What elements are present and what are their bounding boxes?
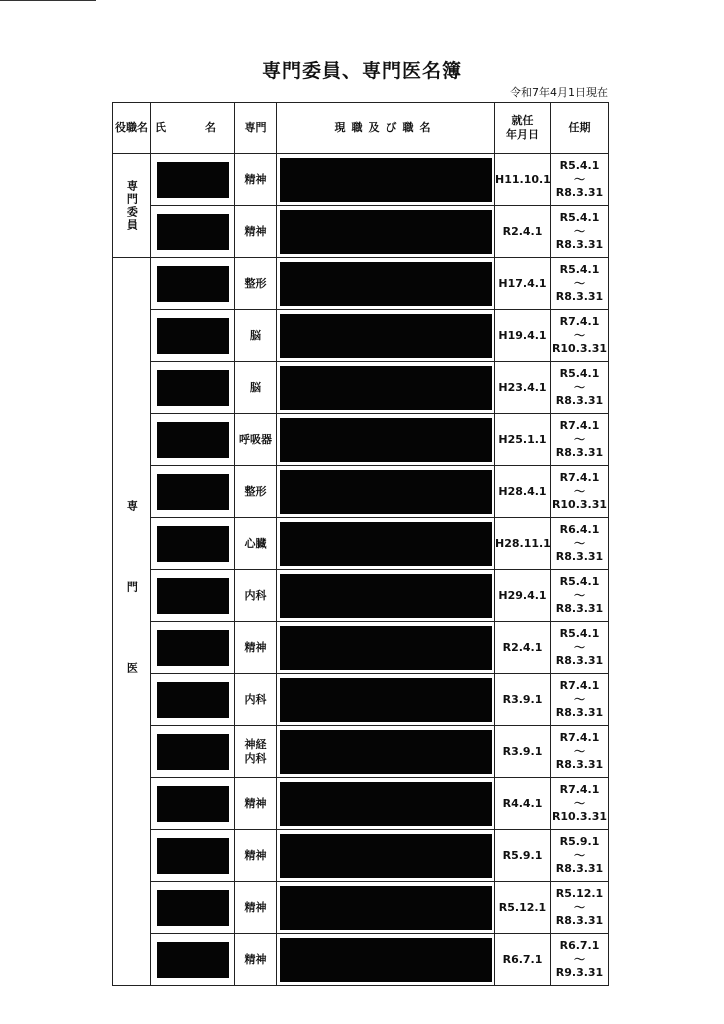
appointed-cell: R3.9.1	[495, 674, 551, 726]
term-cell: R7.4.1 ～ R8.3.31	[551, 414, 609, 466]
appointed-cell: H17.4.1	[495, 258, 551, 310]
position-cell	[277, 778, 495, 830]
table-row	[113, 518, 609, 570]
header-position: 現職及び職名	[277, 103, 495, 154]
name-cell	[151, 882, 235, 934]
redacted-position	[280, 938, 492, 982]
table-row	[113, 726, 609, 778]
name-cell	[151, 206, 235, 258]
specialty-cell: 内科	[235, 570, 277, 622]
table-row	[113, 570, 609, 622]
name-cell	[151, 258, 235, 310]
appointed-cell: R4.4.1	[495, 778, 551, 830]
name-cell	[151, 466, 235, 518]
term-cell: R7.4.1 ～ R10.3.31	[551, 778, 609, 830]
redacted-name	[157, 370, 229, 406]
appointed-cell: H29.4.1	[495, 570, 551, 622]
position-cell	[277, 414, 495, 466]
name-cell	[151, 778, 235, 830]
redacted-name	[157, 214, 229, 250]
position-cell	[277, 726, 495, 778]
header-name: 氏 名	[151, 103, 235, 154]
specialty-cell: 精神	[235, 206, 277, 258]
redacted-position	[280, 626, 492, 670]
term-cell: R5.4.1 ～ R8.3.31	[551, 206, 609, 258]
position-cell	[277, 934, 495, 986]
table-row	[113, 466, 609, 518]
redacted-name	[157, 682, 229, 718]
appointed-cell: H19.4.1	[495, 310, 551, 362]
specialty-cell: 心臓	[235, 518, 277, 570]
name-cell	[151, 362, 235, 414]
position-cell	[277, 310, 495, 362]
appointed-cell: H28.4.1	[495, 466, 551, 518]
position-cell	[277, 466, 495, 518]
redacted-position	[280, 418, 492, 462]
table-row	[113, 206, 609, 258]
position-cell	[277, 882, 495, 934]
specialty-cell: 精神	[235, 830, 277, 882]
specialty-cell: 内科	[235, 674, 277, 726]
redacted-position	[280, 522, 492, 566]
table-row	[113, 674, 609, 726]
position-cell	[277, 518, 495, 570]
appointed-cell: R5.12.1	[495, 882, 551, 934]
redacted-name	[157, 578, 229, 614]
redacted-position	[280, 314, 492, 358]
as-of-date: 令和7年4月1日現在	[510, 86, 608, 99]
appointed-cell: R5.9.1	[495, 830, 551, 882]
redacted-name	[157, 318, 229, 354]
specialty-cell: 精神	[235, 154, 277, 206]
term-cell: R7.4.1 ～ R10.3.31	[551, 466, 609, 518]
term-cell: R5.4.1 ～ R8.3.31	[551, 622, 609, 674]
header-term: 任期	[551, 103, 609, 154]
position-cell	[277, 258, 495, 310]
document-title: 専門委員、専門医名簿	[261, 60, 462, 82]
position-cell	[277, 362, 495, 414]
position-cell	[277, 570, 495, 622]
specialty-cell: 脳	[235, 362, 277, 414]
term-cell: R6.4.1 ～ R8.3.31	[551, 518, 609, 570]
role-group-label: 専門委員	[125, 179, 139, 232]
name-cell	[151, 414, 235, 466]
redacted-position	[280, 366, 492, 410]
redacted-name	[157, 942, 229, 978]
redacted-position	[280, 158, 492, 202]
term-cell: R5.4.1 ～ R8.3.31	[551, 362, 609, 414]
position-cell	[277, 622, 495, 674]
redacted-name	[157, 786, 229, 822]
term-cell: R5.4.1 ～ R8.3.31	[551, 258, 609, 310]
term-cell: R6.7.1 ～ R9.3.31	[551, 934, 609, 986]
specialty-cell: 精神	[235, 778, 277, 830]
table-row	[113, 362, 609, 414]
specialty-cell: 精神	[235, 882, 277, 934]
appointed-cell: H11.10.1	[495, 154, 551, 206]
position-cell	[277, 206, 495, 258]
role-group-specialist	[113, 258, 151, 986]
redacted-name	[157, 734, 229, 770]
term-cell: R5.4.1 ～ R8.3.31	[551, 570, 609, 622]
table-row	[113, 310, 609, 362]
page-corner-mark	[0, 0, 96, 1]
table-row	[113, 414, 609, 466]
table-row	[113, 778, 609, 830]
table-row	[113, 154, 609, 206]
redacted-position	[280, 782, 492, 826]
redacted-position	[280, 730, 492, 774]
table-row	[113, 622, 609, 674]
header-appointed: 就任 年月日	[495, 103, 551, 154]
redacted-name	[157, 630, 229, 666]
header-row	[113, 103, 609, 154]
table-row	[113, 882, 609, 934]
specialty-cell: 呼吸器	[235, 414, 277, 466]
appointed-cell: R2.4.1	[495, 622, 551, 674]
table-row	[113, 934, 609, 986]
redacted-name	[157, 422, 229, 458]
redacted-name	[157, 526, 229, 562]
redacted-position	[280, 574, 492, 618]
roster-table	[112, 102, 609, 986]
position-cell	[277, 674, 495, 726]
appointed-cell: R3.9.1	[495, 726, 551, 778]
appointed-cell: H28.11.1	[495, 518, 551, 570]
appointed-cell: H25.1.1	[495, 414, 551, 466]
term-cell: R7.4.1 ～ R8.3.31	[551, 726, 609, 778]
name-cell	[151, 674, 235, 726]
position-cell	[277, 154, 495, 206]
name-cell	[151, 154, 235, 206]
specialty-cell: 整形	[235, 258, 277, 310]
header-role: 役職名	[113, 103, 151, 154]
term-cell: R7.4.1 ～ R10.3.31	[551, 310, 609, 362]
redacted-position	[280, 470, 492, 514]
specialty-cell: 精神	[235, 934, 277, 986]
header-specialty: 専門	[235, 103, 277, 154]
redacted-name	[157, 162, 229, 198]
specialty-cell: 脳	[235, 310, 277, 362]
redacted-name	[157, 890, 229, 926]
table-row	[113, 258, 609, 310]
redacted-name	[157, 266, 229, 302]
role-group-label: 専門医	[125, 500, 139, 743]
redacted-position	[280, 210, 492, 254]
role-group-committee	[113, 154, 151, 258]
name-cell	[151, 518, 235, 570]
specialty-cell: 整形	[235, 466, 277, 518]
redacted-name	[157, 838, 229, 874]
redacted-name	[157, 474, 229, 510]
term-cell: R7.4.1 ～ R8.3.31	[551, 674, 609, 726]
appointed-cell: R2.4.1	[495, 206, 551, 258]
redacted-position	[280, 678, 492, 722]
term-cell: R5.9.1 ～ R8.3.31	[551, 830, 609, 882]
name-cell	[151, 726, 235, 778]
appointed-cell: H23.4.1	[495, 362, 551, 414]
redacted-position	[280, 886, 492, 930]
table-row	[113, 830, 609, 882]
redacted-position	[280, 262, 492, 306]
name-cell	[151, 570, 235, 622]
appointed-cell: R6.7.1	[495, 934, 551, 986]
specialty-cell: 神経 内科	[235, 726, 277, 778]
name-cell	[151, 830, 235, 882]
position-cell	[277, 830, 495, 882]
redacted-position	[280, 834, 492, 878]
name-cell	[151, 622, 235, 674]
name-cell	[151, 934, 235, 986]
specialty-cell: 精神	[235, 622, 277, 674]
term-cell: R5.12.1 ～ R8.3.31	[551, 882, 609, 934]
term-cell: R5.4.1 ～ R8.3.31	[551, 154, 609, 206]
name-cell	[151, 310, 235, 362]
